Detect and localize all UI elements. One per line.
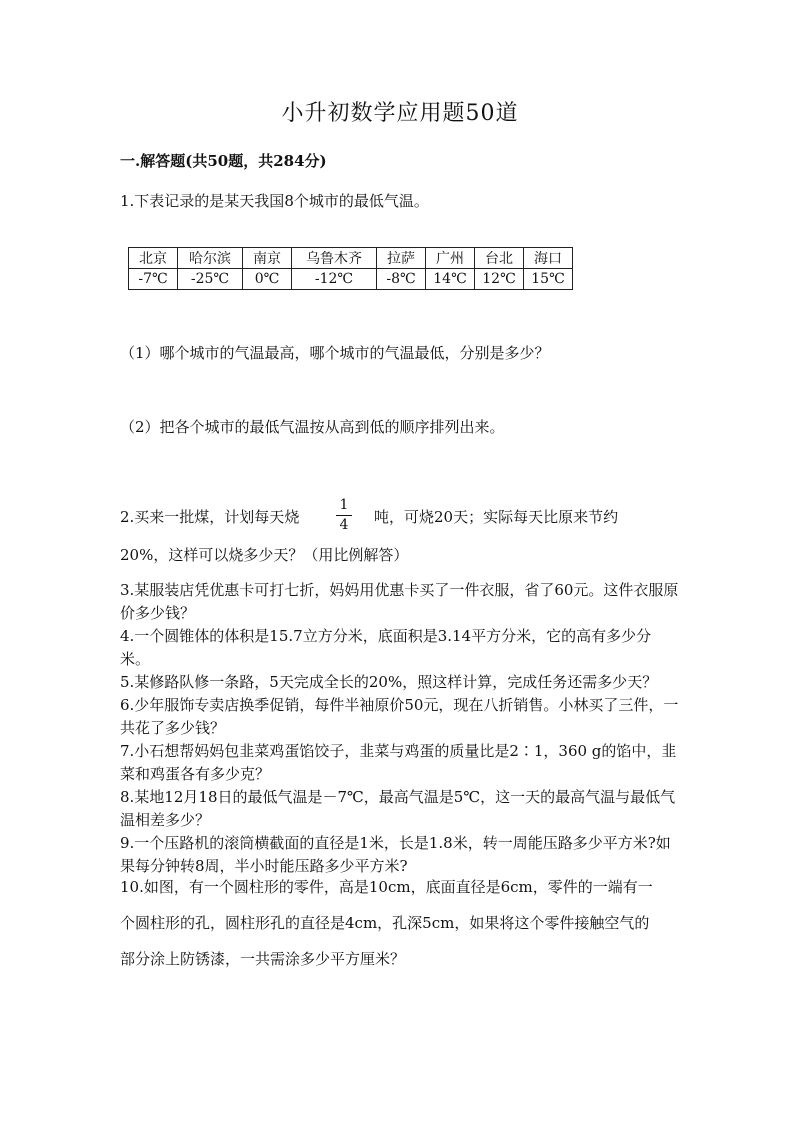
question-1-part-1: （1）哪个城市的气温最高，哪个城市的气温最低，分别是多少？ <box>120 344 550 362</box>
question-2-text-c: 20%，这样可以烧多少天？（用比例解答） <box>120 546 409 564</box>
question-9: 9.一个压路机的滚筒横截面的直径是1米，长是1.8米，转一周能压路多少平方米?如果每分钟转8周，半小时能压路多少平方米? <box>120 834 671 875</box>
question-8: 8.某地12月18日的最低气温是－7℃，最高气温是5℃，这一天的最高气温与最低气温相差多少？ <box>120 788 676 829</box>
table-cell: 14℃ <box>426 269 475 290</box>
question-3: 3.某服装店凭优惠卡可打七折，妈妈用优惠卡买了一件衣服，省了60元。这件衣服原价多少钱？ <box>120 581 679 622</box>
question-2-text-b: 吨，可烧20天；实际每天比原来节约 <box>374 508 619 526</box>
table-cell: -7℃ <box>129 269 178 290</box>
table-cell: 广州 <box>426 248 475 269</box>
fraction <box>334 497 354 534</box>
question-10-line-3: 部分涂上防锈漆，一共需涂多少平方厘米？ <box>120 950 406 968</box>
fraction-bar <box>336 515 352 516</box>
question-10-line-2: 个圆柱形的孔，圆柱形孔的直径是4cm，孔深5cm，如果将这个零件接触空气的 <box>120 914 650 932</box>
table-cell: 乌鲁木齐 <box>292 248 377 269</box>
page-title: 小升初数学应用题50道 <box>281 101 519 126</box>
table-cell: 海口 <box>524 248 573 269</box>
table-row-temps <box>129 269 573 290</box>
fraction-numerator: 1 <box>339 497 349 513</box>
question-7: 7.小石想帮妈妈包韭菜鸡蛋馅饺子，韭菜与鸡蛋的质量比是2∶1，360 g的馅中，韭菜和鸡蛋各有多少克？ <box>120 742 677 783</box>
question-list <box>120 579 680 878</box>
table-cell: 北京 <box>129 248 178 269</box>
table-cell: 台北 <box>475 248 524 269</box>
table-cell: -12℃ <box>292 269 377 290</box>
table-cell: 0℃ <box>243 269 292 290</box>
section-heading: 一.解答题(共50题，共284分) <box>120 152 327 170</box>
table-cell: -8℃ <box>377 269 426 290</box>
question-1-part-2: （2）把各个城市的最低气温按从高到低的顺序排列出来。 <box>120 418 505 436</box>
question-10-line-1: 10.如图，有一个圆柱形的零件，高是10cm，底面直径是6cm，零件的一端有一 <box>120 878 653 896</box>
temperature-table <box>128 247 573 290</box>
fraction-denominator: 4 <box>339 517 349 533</box>
question-1: 1.下表记录的是某天我国8个城市的最低气温。 <box>120 192 429 210</box>
table-cell: 拉萨 <box>377 248 426 269</box>
table-row-cities <box>129 248 573 269</box>
table-cell: 12℃ <box>475 269 524 290</box>
table-cell: -25℃ <box>178 269 243 290</box>
table-cell: 15℃ <box>524 269 573 290</box>
table-cell: 南京 <box>243 248 292 269</box>
table-cell: 哈尔滨 <box>178 248 243 269</box>
question-6: 6.少年服饰专卖店换季促销，每件半袖原价50元，现在八折销售。小林买了三件，一共花了多少钱？ <box>120 696 679 737</box>
question-5: 5.某修路队修一条路，5天完成全长的20%，照这样计算，完成任务还需多少天？ <box>120 673 658 691</box>
question-2-text-a: 2.买来一批煤，计划每天烧 <box>120 508 300 526</box>
question-4: 4.一个圆锥体的体积是15.7立方分米，底面积是3.14平方分米，它的高有多少分米。 <box>120 627 652 668</box>
